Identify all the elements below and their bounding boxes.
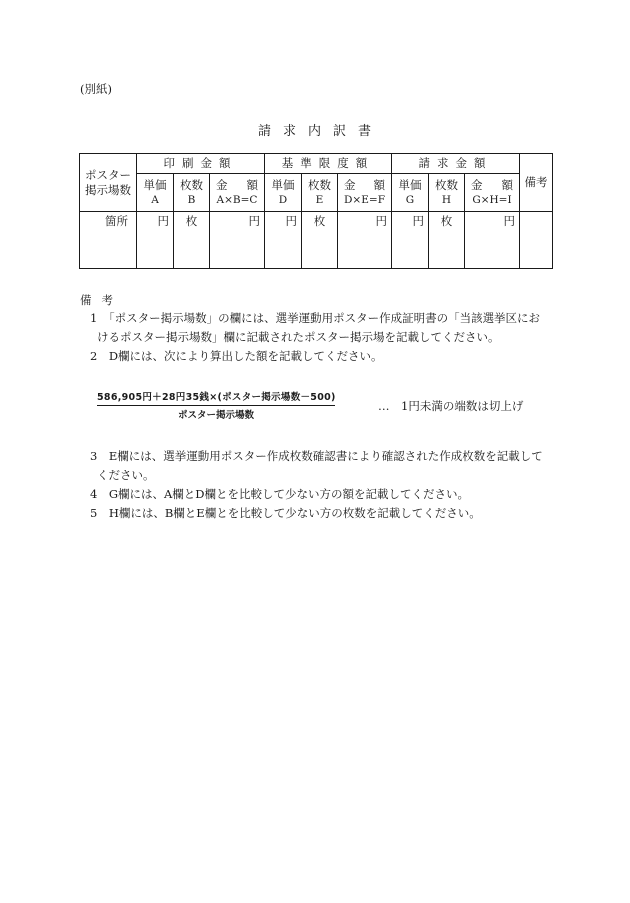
header-claim-amount: 請求金額 bbox=[392, 154, 520, 174]
cell-places: 箇所 bbox=[80, 212, 137, 269]
header-unit-price-g: 単価 G bbox=[392, 174, 429, 212]
header-places: ポスター掲示場数 bbox=[80, 154, 137, 212]
document-title: 請求内訳書 bbox=[258, 124, 384, 139]
cell-amount-i: 円 bbox=[465, 212, 520, 269]
notes-heading: 備考 bbox=[80, 293, 123, 307]
formula-rounding-note: … 1円未満の端数は切上げ bbox=[378, 399, 524, 413]
note-5: 5 H欄には、B欄とE欄とを比較して少ない方の枚数を記載してください。 bbox=[90, 506, 481, 520]
cell-count-b: 枚 bbox=[174, 212, 210, 269]
note-1-line-1: 1 「ポスター掲示場数」の欄には、選挙運動用ポスター作成証明書の「当該選挙区にお bbox=[90, 311, 541, 325]
cell-count-e: 枚 bbox=[302, 212, 338, 269]
note-4: 4 G欄には、A欄とD欄とを比較して少ない方の額を記載してください。 bbox=[90, 487, 470, 501]
cell-unit-price-d: 円 bbox=[265, 212, 302, 269]
header-print-amount: 印刷金額 bbox=[137, 154, 265, 174]
cell-unit-price-g: 円 bbox=[392, 212, 429, 269]
header-unit-price-d: 単価 D bbox=[265, 174, 302, 212]
header-count-e: 枚数 E bbox=[302, 174, 338, 212]
header-count-b: 枚数 B bbox=[174, 174, 210, 212]
formula-denominator: ポスター掲示場数 bbox=[177, 410, 254, 421]
header-count-h: 枚数 H bbox=[429, 174, 465, 212]
header-amount-i: 金 額 G×H=I bbox=[465, 174, 520, 212]
cell-amount-c: 円 bbox=[210, 212, 265, 269]
header-limit-amount: 基準限度額 bbox=[265, 154, 392, 174]
cell-unit-price-a: 円 bbox=[137, 212, 174, 269]
formula-numerator: 586,905円＋28円35銭×(ポスター掲示場数－500) bbox=[97, 389, 335, 406]
header-remarks: 備考 bbox=[520, 154, 553, 212]
cell-remarks bbox=[520, 212, 553, 269]
note-3-line-2: ください。 bbox=[97, 468, 155, 482]
header-unit-price-a: 単価 A bbox=[137, 174, 174, 212]
note-2: 2 D欄には、次により算出した額を記載してください。 bbox=[90, 349, 383, 363]
cell-count-h: 枚 bbox=[429, 212, 465, 269]
note-1-line-2: けるポスター掲示場数」欄に記載されたポスター掲示場を記載してください。 bbox=[97, 330, 500, 344]
header-amount-f: 金 額 D×E=F bbox=[338, 174, 392, 212]
estimate-table bbox=[79, 153, 553, 269]
note-3-line-1: 3 E欄には、選挙運動用ポスター作成枚数確認書により確認された作成枚数を記載して bbox=[90, 449, 543, 463]
attachment-label: (別紙) bbox=[80, 82, 112, 96]
cell-amount-f: 円 bbox=[338, 212, 392, 269]
header-amount-c: 金 額 A×B=C bbox=[210, 174, 265, 212]
